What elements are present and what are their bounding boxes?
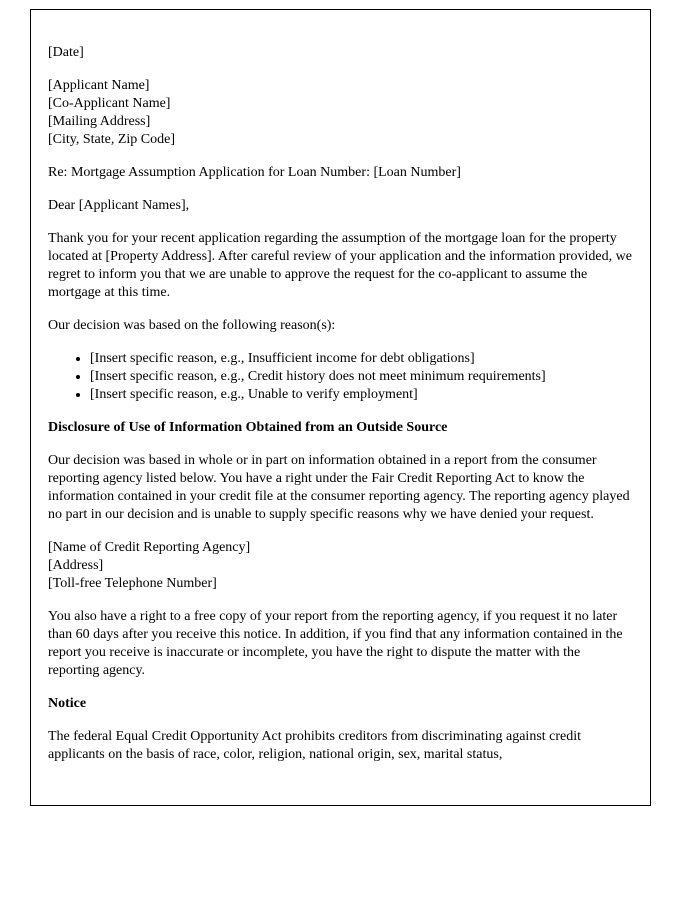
reason-item: • [Insert specific reason, e.g., Unable to verify employment] [90,386,632,404]
agency-contact-block [48,539,632,593]
disclosure-heading: Disclosure of Use of Information Obtained from an Outside Source [48,420,448,435]
agency-phone-line: [Toll-free Telephone Number] [48,576,217,591]
reasons-list [48,350,632,404]
recipient-address-block [48,77,632,149]
agency-name-line: [Name of Credit Reporting Agency] [48,540,251,555]
mailing-address-line: [Mailing Address] [48,114,151,129]
reason-item: • [Insert specific reason, e.g., Insufficient income for debt obligations] [90,350,632,368]
intro-paragraph: Thank you for your recent application regarding the assumption of the mortgage loan for the property located at [Property Address]. After careful review of your application and the information provided, we regret to inform you that we are unable to approve the request for the co-applicant to assume the mortgage at this time. [48,231,632,300]
subject-line: Re: Mortgage Assumption Application for Loan Number: [Loan Number] [48,165,461,180]
date-placeholder: [Date] [48,45,84,60]
salutation: Dear [Applicant Names], [48,198,190,213]
agency-address-line: [Address] [48,558,104,573]
notice-paragraph: The federal Equal Credit Opportunity Act prohibits creditors from discriminating against credit applicants on the basis of race, color, religion, national origin, sex, marital status, [48,729,582,762]
notice-heading: Notice [48,696,87,711]
rights-paragraph: You also have a right to a free copy of your report from the reporting agency, if you request it no later than 60 days after you receive this notice. In addition, if you find that any information contained in the report you receive is inaccurate or incomplete, you have the right to dispute the matter with the reporting agency. [48,609,623,678]
letter-page [30,9,651,806]
reason-item: • [Insert specific reason, e.g., Credit history does not meet minimum requirements] [90,368,632,386]
co-applicant-name-line: [Co-Applicant Name] [48,96,171,111]
recipient-name-line: [Applicant Name] [48,78,150,93]
reasons-lead-paragraph: Our decision was based on the following reason(s): [48,318,336,333]
disclosure-paragraph: Our decision was based in whole or in part on information obtained in a report from the consumer reporting agency listed below. You have a right under the Fair Credit Reporting Act to know the information contained in your credit file at the consumer reporting agency. The reporting agency played no part in our decision and is unable to supply specific reasons why we have denied your request. [48,453,630,522]
city-state-zip-line: [City, State, Zip Code] [48,132,176,147]
